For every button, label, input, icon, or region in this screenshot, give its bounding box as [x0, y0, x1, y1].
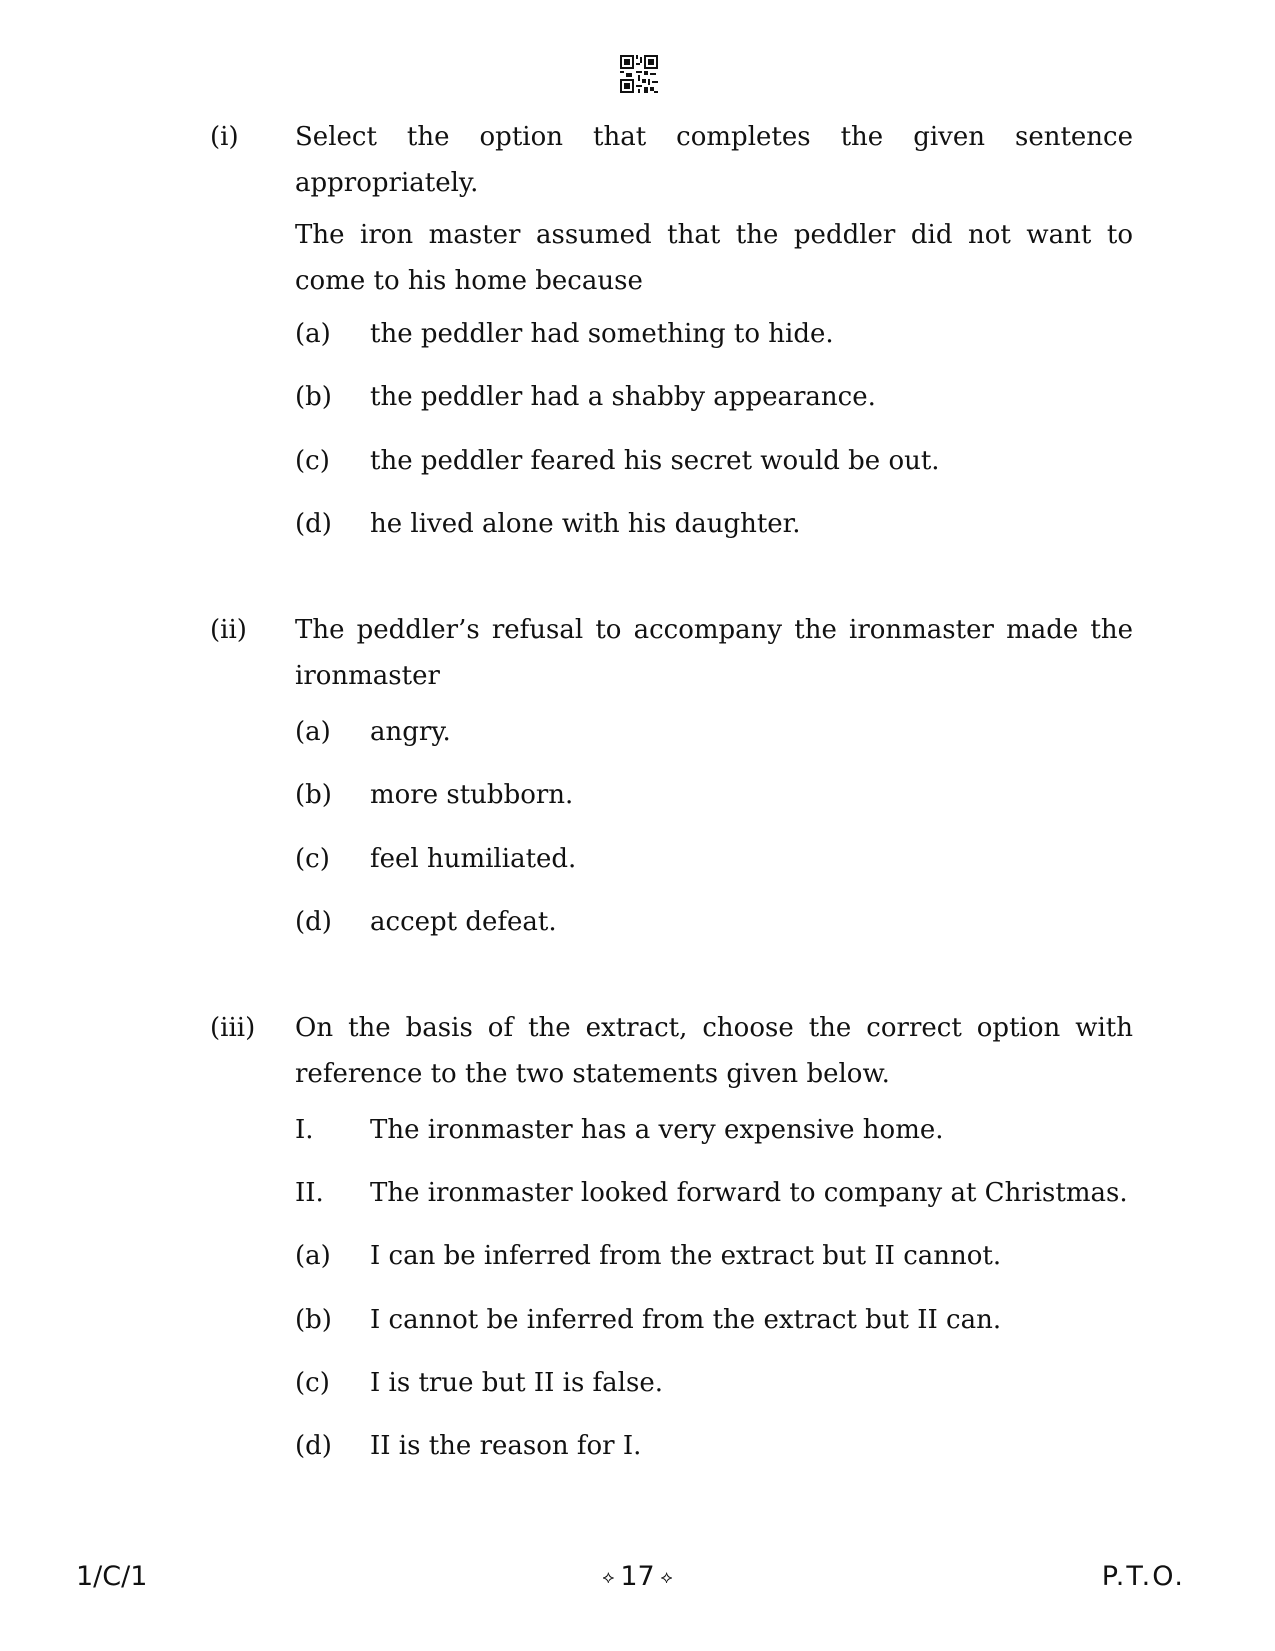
option-text: II is the reason for I. [370, 1431, 642, 1461]
option-text: the peddler had something to hide. [370, 319, 834, 349]
qr-code-icon [620, 55, 658, 93]
page-number-block [0, 1560, 1275, 1595]
option-label: (a) [295, 1241, 331, 1271]
question-number: (iii) [210, 1013, 256, 1043]
page-number: 17 [620, 1561, 655, 1592]
option-label: (a) [295, 717, 331, 747]
option-text: accept defeat. [370, 907, 557, 937]
question-stem [295, 114, 1133, 304]
stem-sentence: On the basis of the extract, choose the correct option with reference to the two statements given below. [295, 1013, 1133, 1089]
option-label: (b) [295, 382, 332, 412]
statement-text: The ironmaster looked forward to company at Christmas. [370, 1178, 1128, 1208]
option-label: (c) [295, 446, 330, 476]
option-label: (a) [295, 319, 331, 349]
option-label: (d) [295, 907, 332, 937]
option-text: more stubborn. [370, 780, 574, 810]
question-stem [295, 607, 1133, 699]
question-number: (ii) [210, 615, 247, 645]
paper-code: 1/C/1 [76, 1561, 148, 1592]
stem-instruction: Select the option that completes the given sentence appropriately. [295, 122, 1133, 198]
option-text: I is true but II is false. [370, 1368, 663, 1398]
statement-label: II. [295, 1178, 324, 1208]
option-label: (b) [295, 1305, 332, 1335]
option-text: the peddler had a shabby appearance. [370, 382, 876, 412]
option-text: he lived alone with his daughter. [370, 509, 801, 539]
option-text: I can be inferred from the extract but II cannot. [370, 1241, 1002, 1271]
question-number: (i) [210, 122, 239, 152]
please-turn-over: P.T.O. [1101, 1561, 1185, 1592]
stem-sentence: The peddler’s refusal to accompany the ironmaster made the ironmaster [295, 615, 1133, 691]
option-label: (c) [295, 1368, 330, 1398]
diamond-ornament-icon: ⟡ [602, 1566, 615, 1588]
option-text: feel humiliated. [370, 844, 577, 874]
statement-label: I. [295, 1115, 314, 1145]
option-label: (d) [295, 509, 332, 539]
option-text: I cannot be inferred from the extract but II can. [370, 1305, 1002, 1335]
question-stem [295, 1005, 1133, 1097]
statement-text: The ironmaster has a very expensive home. [370, 1115, 944, 1145]
option-label: (d) [295, 1431, 332, 1461]
diamond-ornament-icon: ⟡ [660, 1566, 673, 1588]
option-label: (c) [295, 844, 330, 874]
option-text: angry. [370, 717, 451, 747]
option-text: the peddler feared his secret would be out. [370, 446, 940, 476]
option-label: (b) [295, 780, 332, 810]
stem-sentence: The iron master assumed that the peddler did not want to come to his home because [295, 220, 1133, 296]
